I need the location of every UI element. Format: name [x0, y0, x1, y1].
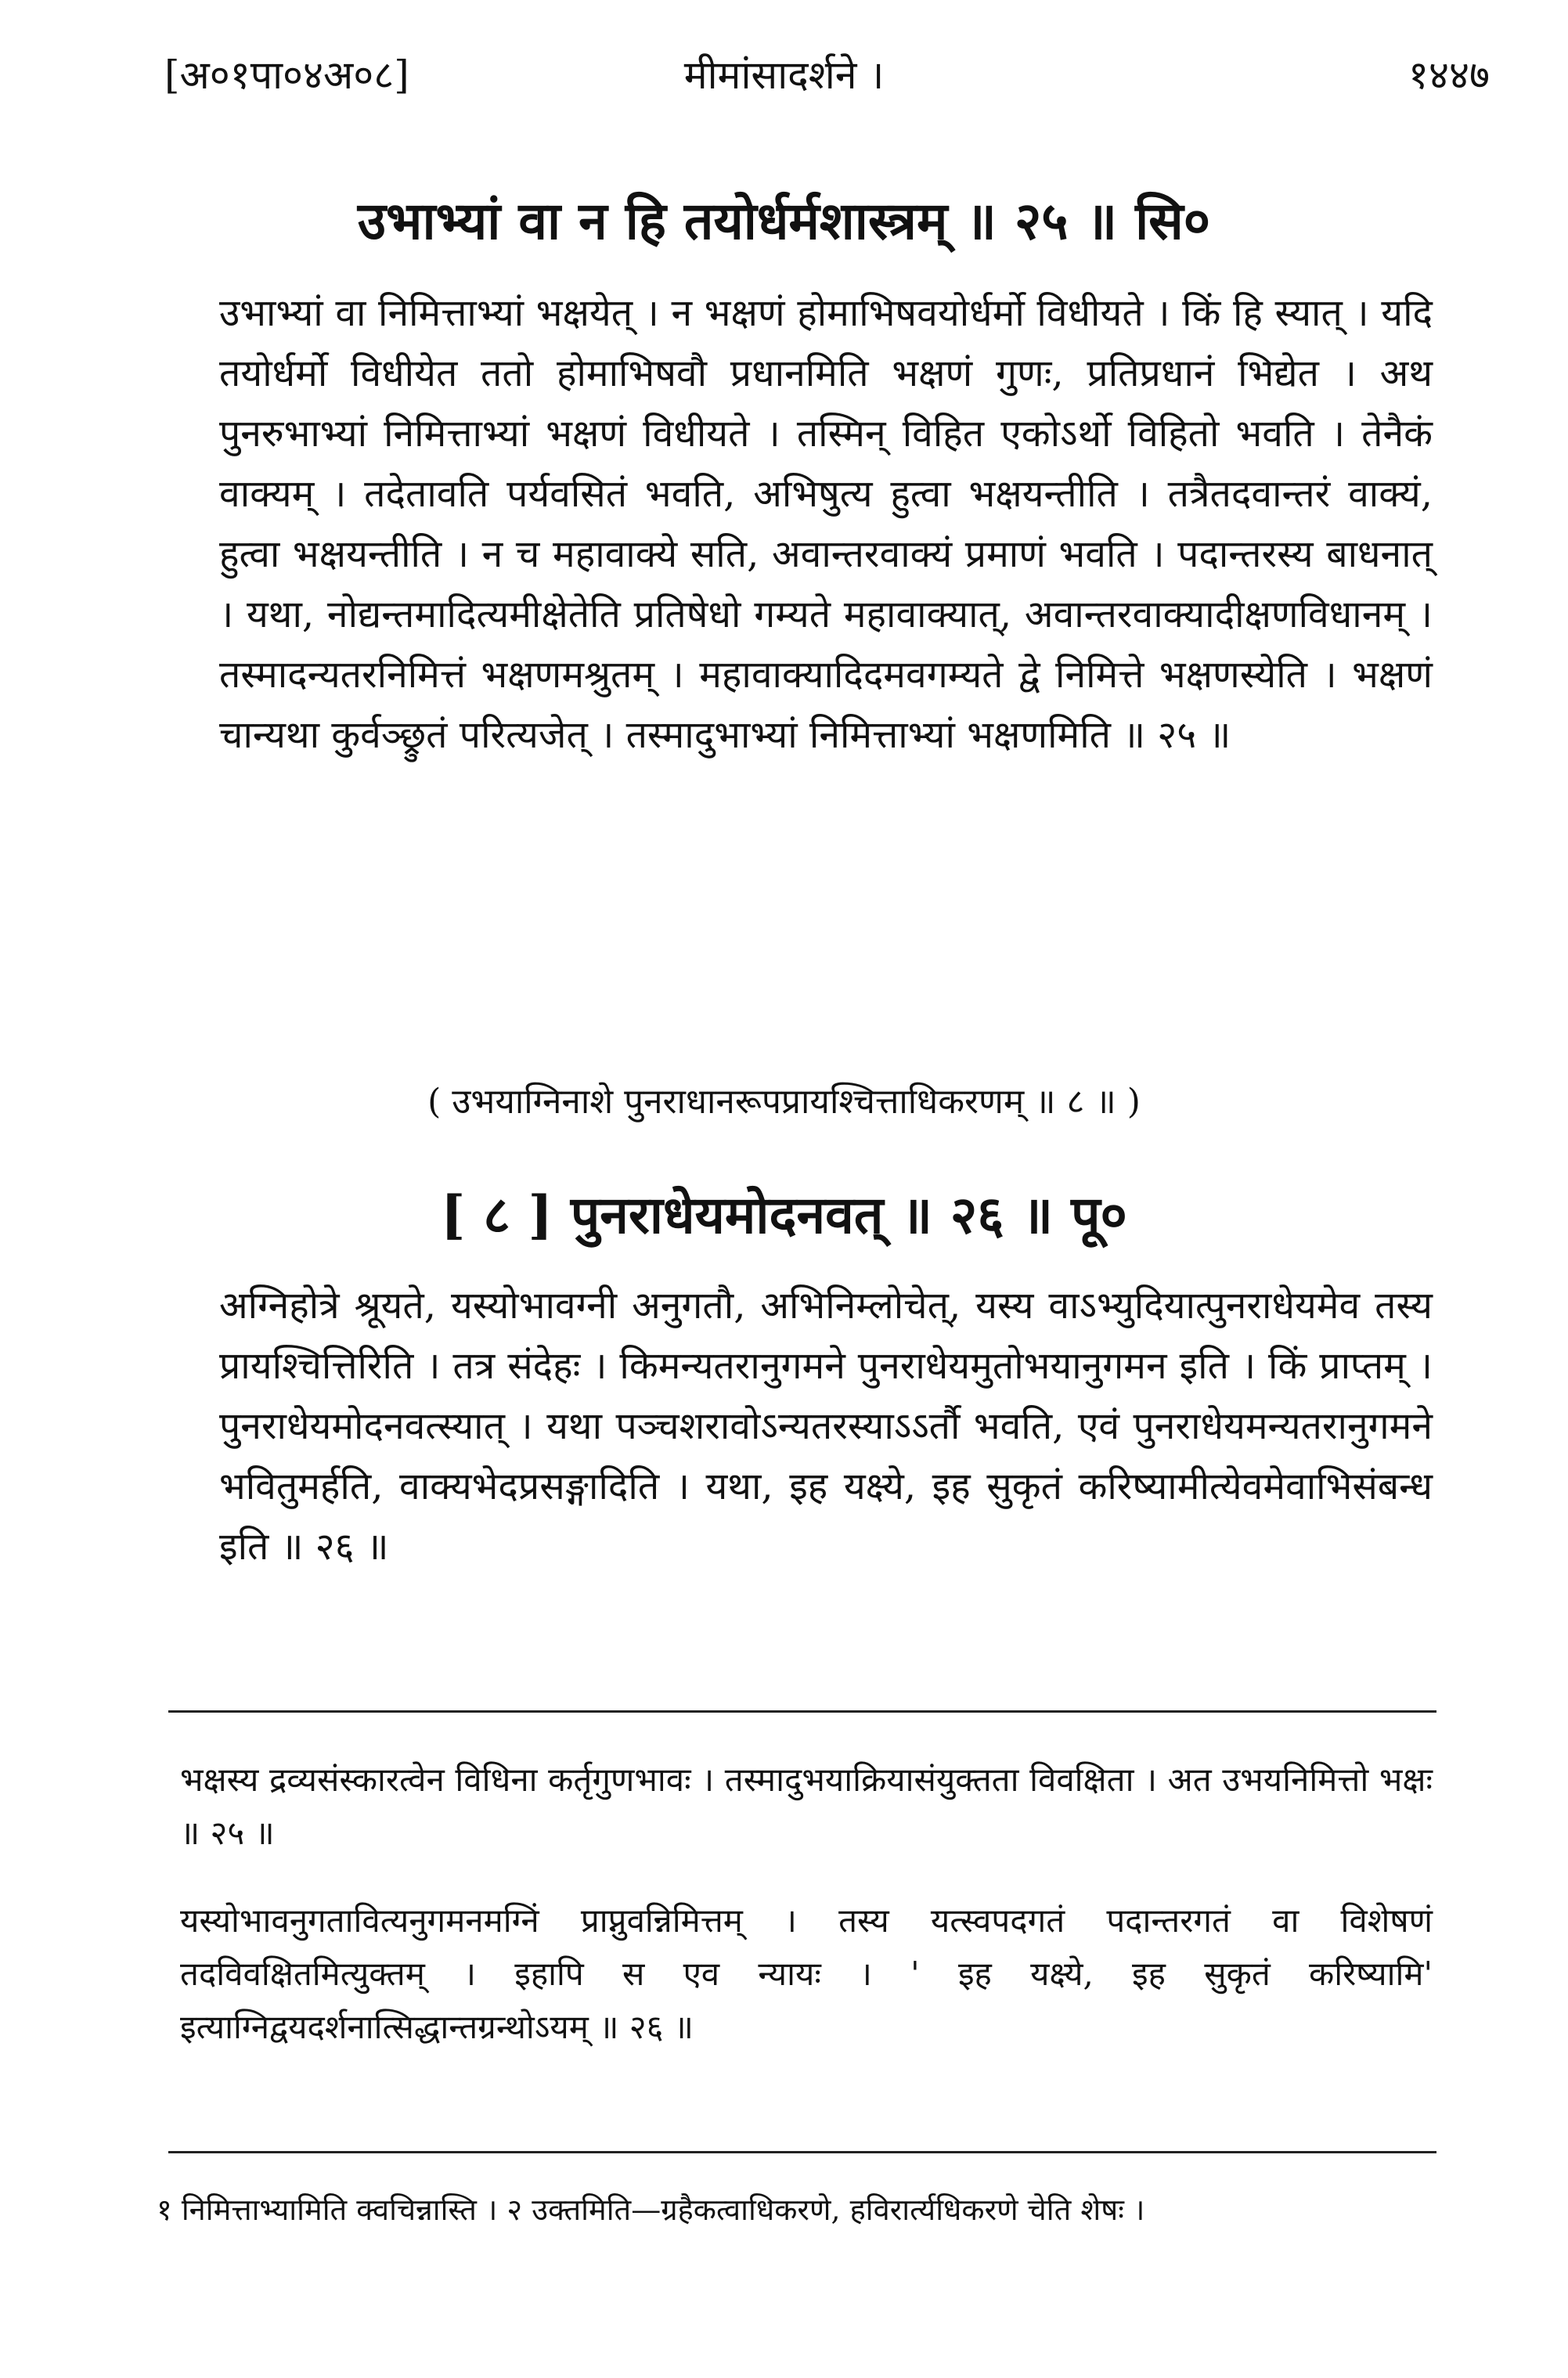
divider-line — [168, 1710, 1436, 1713]
footnote-divider — [168, 2151, 1436, 2153]
book-title: मीमांसादर्शने । — [683, 52, 885, 98]
running-header — [0, 47, 1568, 110]
sutra-26-heading: [ ८ ] पुनराधेयमोदनवत् ॥ २६ ॥ पू० — [441, 1184, 1127, 1245]
commentary-sutra-26: अग्निहोत्रे श्रूयते, यस्योभावग्नी अनुगतौ, अभिनिम्लोचेत्, यस्य वाऽभ्युदियात्पुनराधेयमेव तस्य प्रायश्चित्तिरिति । तत्र संदेहः । किमन्यतरानुगमने पुनराधेयमुतोभयानुगमन इति । किं प्राप्तम् । पुनराधेयमोदनवत्स्यात् । यथा पञ्चशरावोऽन्यतरस्याऽऽर्तौ भवति, एवं पुनराधेयमन्यतरानुगमने भवितुमर्हति, वाक्यभेदप्रसङ्गादिति । यथा, इह यक्ष्ये, इह सुकृतं करिष्यामीत्येवमेवाभिसंबन्ध इति ॥ २६ ॥ — [219, 1284, 1433, 1569]
adhikarana-title: ( उभयाग्निनाशे पुनराधानरूपप्रायश्चित्ताधिकरणम् ॥ ८ ॥ ) — [427, 1082, 1141, 1122]
sutra-25-heading: उभाभ्यां वा न हि तयोर्धर्मशास्त्रम् ॥ २५ ॥ सि० — [357, 190, 1211, 251]
subcommentary-note-25: भक्षस्य द्रव्यसंस्कारत्वेन विधिना कर्तृगुणभावः । तस्मादुभयाक्रियासंयुक्तता विवक्षिता । अत उभयनिमित्तो भक्षः ॥ २५ ॥ — [180, 1760, 1433, 1852]
commentary-sutra-25: उभाभ्यां वा निमित्ताभ्यां भक्षयेत् । न भक्षणं होमाभिषवयोर्धर्मो विधीयते । किं हि स्यात् । यदि तयोर्धर्मो विधीयेत ततो होमाभिषवौ प्रधानमिति भक्षणं गुणः, प्रतिप्रधानं भिद्येत । अथ पुनरुभाभ्यां निमित्ताभ्यां भक्षणं विधीयते । तस्मिन् विहित एकोऽर्थो विहितो भवति । तेनैकं वाक्यम् । तदेतावति पर्यवसितं भवति, अभिषुत्य हुत्वा भक्षयन्तीति । तत्रैतदवान्तरं वाक्यं, हुत्वा भक्षयन्तीति । न च महावाक्ये सति, अवान्तरवाक्यं प्रमाणं भवति । पदान्तरस्य बाधनात् । यथा, नोद्यन्तमादित्यमीक्षेतेति प्रतिषेधो गम्यते महावाक्यात्, अवान्तरवाक्यादीक्षणविधानम् । तस्मादन्यतरनिमित्तं भक्षणमश्रुतम् । महावाक्यादिदमवगम्यते द्वे निमित्ते भक्षणस्येति । भक्षणं चान्यथा कुर्वञ्छ्रुतं परित्यजेत् । तस्मादुभाभ्यां निमित्ताभ्यां भक्षणमिति ॥ २५ ॥ — [219, 291, 1433, 757]
page-number: १४४७ — [1408, 52, 1490, 98]
footnote: १ निमित्ताभ्यामिति क्वचिन्नास्ति । २ उक्तमिति—ग्रहैकत्वाधिकरणे, हविरार्त्यधिकरणे चेति शेषः । — [157, 2192, 1145, 2227]
subcommentary-note-26: यस्योभावनुगतावित्यनुगमनमग्निं प्राप्नुवन्निमित्तम् । तस्य यत्स्वपदगतं पदान्तरगतं वा विशेषणं तदविवक्षितमित्युक्तम् । इहापि स एव न्यायः । ' इह यक्ष्ये, इह सुकृतं करिष्यामि' इत्याग्निद्वयदर्शनात्सिद्धान्तग्रन्थोऽयम् ॥ २६ ॥ — [180, 1901, 1433, 2046]
chapter-reference: [अ०१पा०४अ०८] — [164, 52, 409, 98]
